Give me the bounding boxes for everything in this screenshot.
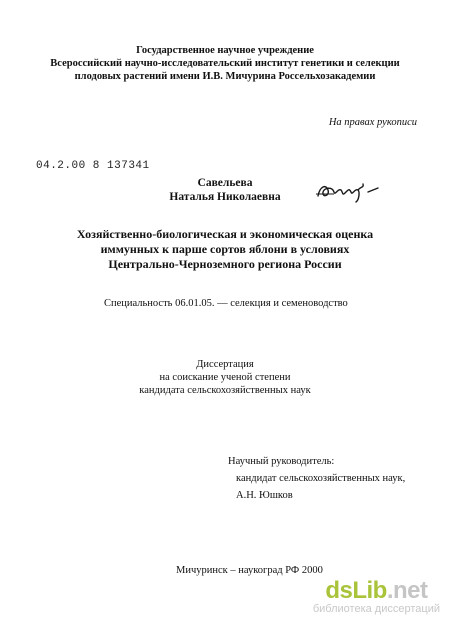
place-and-year: Мичуринск – наукоград РФ 2000 bbox=[176, 565, 323, 576]
watermark-subtitle: библиотека диссертаций bbox=[312, 603, 440, 615]
handwritten-signature bbox=[314, 176, 384, 206]
title-line-1: Хозяйственно-биологическая и экономическая оценка bbox=[76, 227, 374, 241]
title-line-3: Центрально-Черноземного региона России bbox=[108, 257, 342, 271]
author-given-names: Наталья Николаевна bbox=[169, 191, 281, 203]
institution-line-2: Всероссийский научно-исследовательский институт генетики и селекции bbox=[50, 58, 400, 69]
institution-line-3: плодовых растений имени И.В. Мичурина Россельхозакадемии bbox=[74, 71, 376, 82]
dslib-logo bbox=[313, 579, 440, 603]
degree-line-2: на соискание ученой степени bbox=[159, 372, 291, 383]
supervisor-degree: кандидат сельскохозяйственных наук, bbox=[236, 473, 406, 484]
supervisor-block bbox=[228, 453, 405, 504]
dslib-watermark[interactable] bbox=[313, 579, 440, 616]
manuscript-note: На правах рукописи bbox=[328, 117, 417, 128]
catalog-number: 04.2.00 8 137341 bbox=[36, 160, 150, 172]
degree-line-1: Диссертация bbox=[196, 359, 254, 370]
specialty-line: Специальность 06.01.05. — селекция и семеноводство bbox=[104, 298, 348, 309]
dissertation-title bbox=[0, 227, 450, 272]
degree-line-3: кандидата сельскохозяйственных наук bbox=[139, 385, 311, 396]
title-line-2: иммунных к парше сортов яблони в условиях bbox=[100, 242, 350, 256]
degree-block bbox=[0, 358, 450, 397]
institution-header bbox=[0, 44, 450, 83]
institution-line-1: Государственное научное учреждение bbox=[136, 45, 314, 56]
logo-tld: .net bbox=[386, 577, 428, 604]
supervisor-name: А.Н. Юшков bbox=[236, 490, 293, 501]
supervisor-label: Научный руководитель: bbox=[228, 456, 335, 467]
logo-main: dsLib bbox=[325, 577, 387, 604]
author-surname: Савельева bbox=[197, 177, 253, 189]
